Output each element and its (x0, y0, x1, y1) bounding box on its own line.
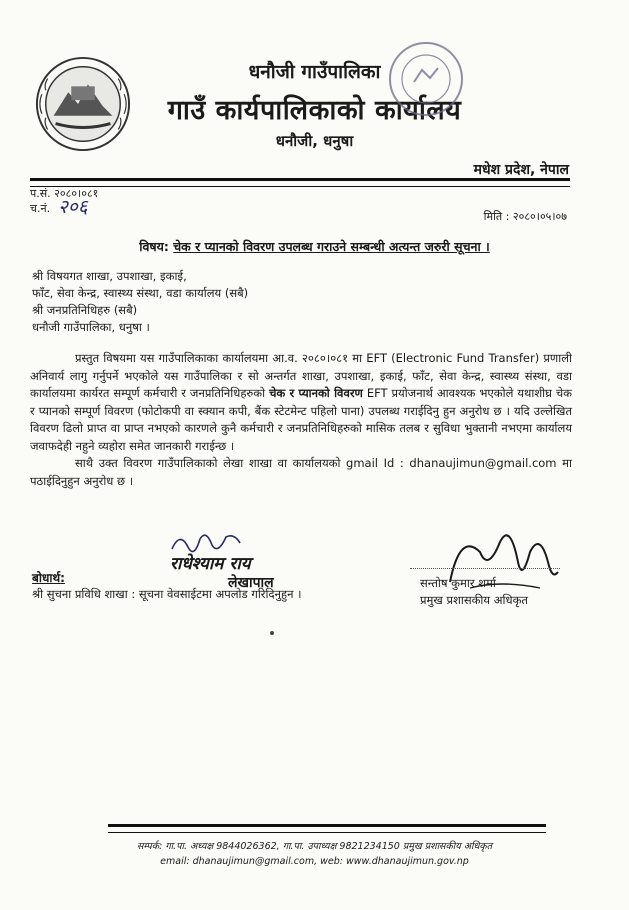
addressee-line: फाँट, सेवा केन्द्र, स्वास्थ्य संस्था, वडा कार्यालय (सबै) (32, 286, 249, 300)
body-text: EFT प्रयोजनार्थ आवश्यक भएकोले यथाशीघ्र चेक र प्यानको सम्पूर्ण विवरण (फोटोकपी वा स्क्यान कपी, बैंक स्टेटमेन्ट पहिलो पाना) उपलब्ध गराईदिनु हुन अनुरोध छ । यदि उल्लेखित विवरण ढिलो प्राप्त वा प्राप्त नभएको कारणले कुनै कर्मचारी र जनप्रतिनिधिहरुको मासिक तलब र सुविधा भुक्तानी नभएमा कार्यालय जवाफदेही नहुने व्यहोरा समेत जानकारी गराईन्छ । (30, 386, 573, 453)
subject-text: चेक र प्यानको विवरण उपलब्ध गराउने सम्बन्धी अत्यन्त जरुरी सूचना । (173, 239, 490, 254)
cao-designation: प्रमुख प्रशासकीय अधिकृत (420, 593, 528, 607)
subject-line (0, 238, 629, 255)
addressee-line: धनौजी गाउँपालिका, धनुषा । (32, 320, 150, 334)
cn-label: च.नं. (30, 202, 51, 215)
letter-date: मिति : २०८०।०५।०७ (483, 210, 567, 223)
bodhartha-line: श्री सुचना प्रविधि शाखा : सूचना वेवसाईटमा अपलोड गरिदिनुहुन । (32, 587, 302, 601)
office-address: धनौजी, धनुषा (275, 132, 354, 150)
footer-email-web: email: dhanaujimun@gmail.com, web: www.dhanaujimun.gov.np (160, 856, 469, 867)
header-divider (30, 178, 570, 187)
footer-divider (108, 824, 546, 833)
office-stamp-icon (386, 38, 466, 120)
accountant-name: राधेश्याम राय (170, 554, 251, 574)
addressee-line: श्री जनप्रतिनिधिहरु (सबै) (32, 303, 138, 317)
body-paragraph-2: साथै उक्त विवरण गाउँपालिकाको लेखा शाखा वा कार्यालयको gmail Id : dhanaujimun@gmail.com मा पठाईदिनुहुन अनुरोध छ । (30, 456, 572, 488)
addressee-line: श्री विषयगत शाखा, उपशाखा, इकाई, (32, 269, 187, 283)
ps-number: प.सं. २०८०।०८१ (30, 187, 99, 200)
cao-name: सन्तोष कुमार शर्मा (420, 576, 496, 590)
body-bold-text: चेक र प्यानको विवरण (269, 386, 363, 400)
body-text: प्रस्तुत विषयमा यस गाउँपालिकाका कार्यालयमा आ.व. २०८०।०८१ मा EFT (Electronic Fund Transfer) प्रणाली अनिवार्य लागु गर्नुपर्ने भएकोले यस गाउँपालिका र सो अन्तर्गत शाखा, उपशाखा, इकाई, फाँट, सेवा केन्द्र, स्वास्थ्य संस्था, वडा कार्यालयमा कार्यरत सम्पूर्ण कर्मचारी र जनप्रतिनिधिहरुको (30, 351, 572, 400)
cn-number-handwritten: २०६ (58, 196, 88, 218)
body-paragraph-1 (30, 350, 572, 455)
letter-body (30, 350, 572, 490)
municipality-name: धनौजी गाउँपालिका (248, 61, 381, 83)
footer-contact: सम्पर्क: गा.पा. अध्यक्ष 9844026362, गा.पा. उपाध्यक्ष 9821234150 प्रमुख प्रशासकीय अधिकृत (136, 841, 493, 852)
subject-label: विषय: (139, 239, 169, 254)
bodhartha-label: बोधार्थ: (32, 571, 65, 585)
office-title: गाउँ कार्यपालिकाको कार्यालय (167, 95, 462, 126)
province-name: मधेश प्रदेश, नेपाल (473, 162, 569, 178)
accountant-designation: लेखापाल (228, 575, 274, 591)
signature-dotted-line (410, 568, 560, 569)
ink-dot (270, 631, 274, 635)
